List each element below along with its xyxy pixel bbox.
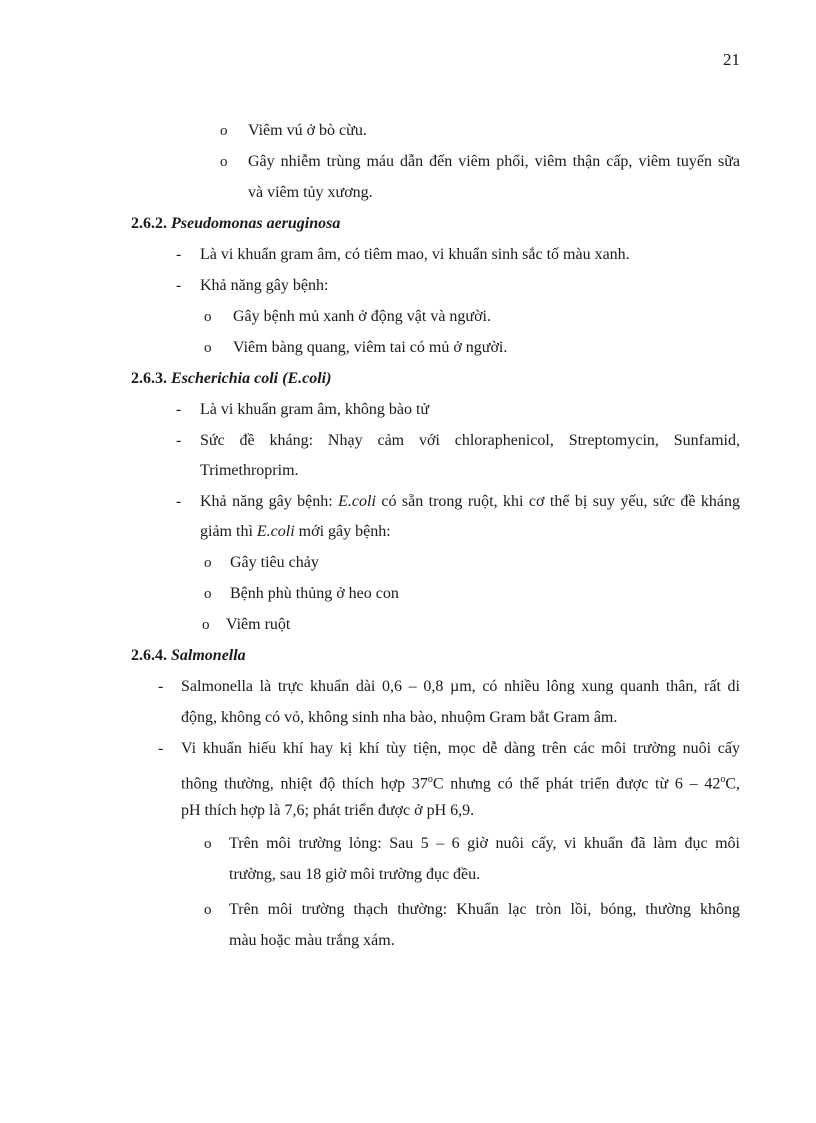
list-item: Salmonella là trực khuẩn dài 0,6 – 0,8 µm, có nhiều lông xung quanh thân, rất di bbox=[181, 678, 740, 695]
dash-bullet-icon: - bbox=[158, 740, 164, 757]
list-item: Là vi khuẩn gram âm, có tiêm mao, vi khuẩn sinh sắc tố màu xanh. bbox=[200, 246, 630, 263]
list-item: Viêm ruột bbox=[226, 616, 291, 633]
list-item-continuation: giảm thì E.coli mới gây bệnh: bbox=[200, 523, 391, 540]
list-item: Khả năng gây bệnh: bbox=[200, 277, 329, 294]
section-heading-2-6-3: 2.6.3. Escherichia coli (E.coli) bbox=[131, 370, 332, 387]
list-item: Trên môi trường lỏng: Sau 5 – 6 giờ nuôi cấy, vi khuẩn đã làm đục môi bbox=[229, 835, 740, 852]
circle-bullet-icon: o bbox=[204, 555, 212, 571]
list-item: Vi khuẩn hiếu khí hay kị khí tùy tiện, mọc dễ dàng trên các môi trường nuôi cấy bbox=[181, 740, 740, 757]
dash-bullet-icon: - bbox=[176, 493, 182, 510]
list-item-continuation: màu hoặc màu trắng xám. bbox=[229, 932, 395, 949]
list-item-continuation: và viêm tủy xương. bbox=[248, 184, 373, 201]
circle-bullet-icon: o bbox=[202, 617, 210, 633]
list-item-continuation: pH thích hợp là 7,6; phát triển được ở pH 6,9. bbox=[181, 802, 475, 819]
list-item: Gây tiêu chảy bbox=[230, 554, 319, 571]
circle-bullet-icon: o bbox=[204, 340, 212, 356]
circle-bullet-icon: o bbox=[204, 902, 212, 918]
list-item: Gây bệnh mủ xanh ở động vật và người. bbox=[233, 308, 491, 325]
section-heading-2-6-4: 2.6.4. Salmonella bbox=[131, 647, 246, 664]
list-item: Viêm bàng quang, viêm tai có mủ ở người. bbox=[233, 339, 508, 356]
dash-bullet-icon: - bbox=[176, 432, 182, 449]
circle-bullet-icon: o bbox=[204, 309, 212, 325]
circle-bullet-icon: o bbox=[204, 836, 212, 852]
section-heading-2-6-2: 2.6.2. Pseudomonas aeruginosa bbox=[131, 215, 341, 232]
list-item: Viêm vú ở bò cừu. bbox=[248, 122, 367, 139]
list-item: Khả năng gây bệnh: E.coli có sẵn trong ruột, khi cơ thể bị suy yếu, sức đề kháng bbox=[200, 493, 741, 510]
circle-bullet-icon: o bbox=[204, 586, 212, 602]
list-item: Gây nhiễm trùng máu dẫn đến viêm phổi, viêm thận cấp, viêm tuyến sữa bbox=[248, 153, 740, 170]
list-item-continuation: thông thường, nhiệt độ thích hợp 37$^o$C nhưng có thể phát triển được từ 6 – 42$^o$C, bbox=[181, 774, 741, 793]
list-item-continuation: động, không có vỏ, không sinh nha bào, nhuộm Gram bắt Gram âm. bbox=[181, 709, 618, 726]
list-item-continuation: trường, sau 18 giờ môi trường đục đều. bbox=[229, 866, 481, 883]
circle-bullet-icon: o bbox=[220, 123, 228, 139]
list-item: Sức đề kháng: Nhạy cảm với chloraphenicol, Streptomycin, Sunfamid, bbox=[200, 432, 740, 449]
list-item: Bệnh phù thủng ở heo con bbox=[230, 585, 399, 602]
list-item: Là vi khuẩn gram âm, không bào tử bbox=[200, 401, 430, 418]
list-item: Trên môi trường thạch thường: Khuẩn lạc tròn lồi, bóng, thường không bbox=[229, 901, 740, 918]
dash-bullet-icon: - bbox=[176, 246, 182, 263]
dash-bullet-icon: - bbox=[158, 678, 164, 695]
list-item-continuation: Trimethroprim. bbox=[200, 462, 299, 479]
dash-bullet-icon: - bbox=[176, 277, 182, 294]
circle-bullet-icon: o bbox=[220, 154, 228, 170]
dash-bullet-icon: - bbox=[176, 401, 182, 418]
page-number: 21 bbox=[723, 50, 740, 69]
